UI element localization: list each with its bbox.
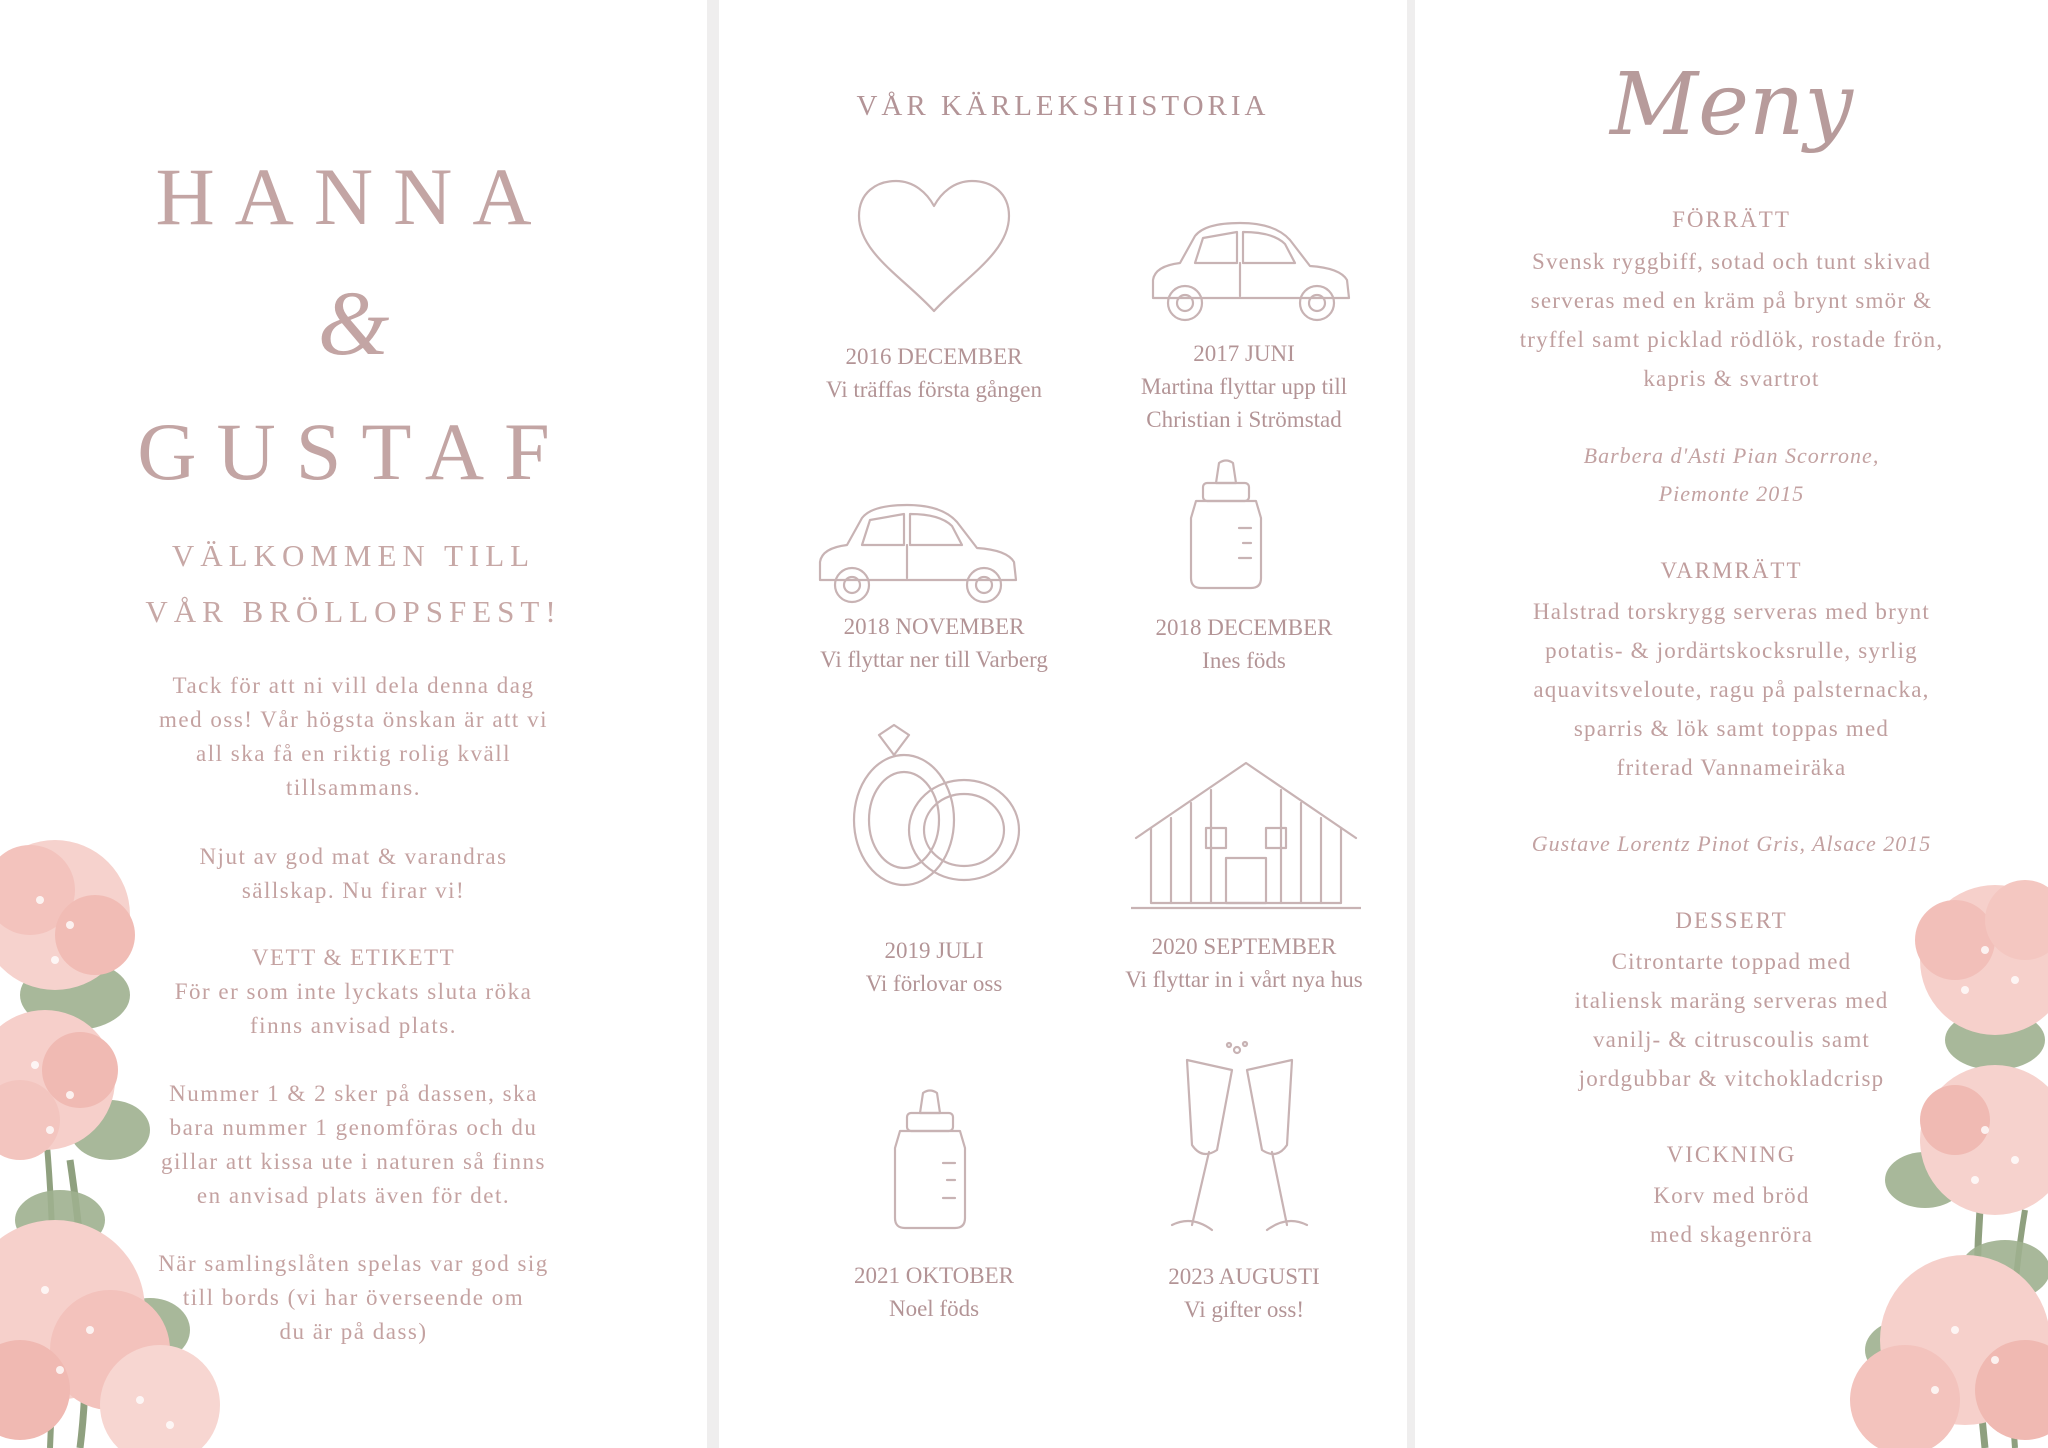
heart-icon bbox=[854, 178, 1014, 323]
timeline-event: 2020 SEPTEMBER Vi flyttar in i vårt nya hus bbox=[1125, 934, 1363, 992]
dessert-description: Citrontarte toppad med italiensk maräng serveras med vanilj- & citruscoulis samt jordgubbar & vitchokladcrisp bbox=[1574, 949, 1889, 1091]
car-icon bbox=[1145, 218, 1355, 333]
welcome-line-2: VÅR BRÖLLOPSFEST! bbox=[145, 594, 562, 629]
main-course-description: Halstrad torskrygg serveras med brynt potatis- & jordärtskocksrulle, syrlig aquavitsveloute, ragu på palsternacka, sparris & lök samt toppas med friterad Vannameiräka bbox=[1533, 599, 1930, 780]
timeline-panel bbox=[719, 0, 1407, 1448]
ampersand: & bbox=[317, 272, 390, 374]
car-icon bbox=[812, 500, 1022, 615]
timeline-event: 2017 JUNI Martina flyttar upp till Christian i Strömstad bbox=[1140, 341, 1348, 432]
bride-name: HANNA bbox=[155, 151, 552, 242]
baby-bottle-icon bbox=[885, 1088, 975, 1238]
timeline-event: 2019 JULI Vi förlovar oss bbox=[865, 938, 1003, 996]
menu-title: Meny bbox=[1610, 55, 1853, 155]
timeline-event: 2016 DECEMBER Vi träffas första gången bbox=[826, 344, 1042, 402]
welcome-line-1: VÄLKOMMEN TILL bbox=[171, 538, 536, 573]
dessert-heading: DESSERT bbox=[1675, 908, 1788, 933]
intro-paragraph: Tack för att ni vill dela denna dag med oss! Vår högsta önskan är att vi all ska få en riktig rolig kväll tillsammans. bbox=[159, 673, 548, 800]
seating-paragraph: När samlingslåten spelas var god sig till bords (vi har överseende om du är på dass) bbox=[158, 1251, 549, 1344]
rings-icon bbox=[849, 720, 1029, 895]
timeline-event: 2018 NOVEMBER Vi flyttar ner till Varberg bbox=[820, 614, 1048, 672]
main-course-heading: VARMRÄTT bbox=[1660, 558, 1803, 583]
starter-wine: Barbera d'Asti Pian Scorrone, Piemonte 2015 bbox=[1583, 443, 1880, 506]
house-icon bbox=[1131, 758, 1361, 918]
toilet-paragraph: Nummer 1 & 2 sker på dassen, ska bara nummer 1 genomföras och du gillar att kissa ute i naturen så finns en anvisad plats även för det. bbox=[161, 1081, 546, 1208]
etiquette-heading: VETT & ETIKETT bbox=[251, 945, 456, 970]
smoking-paragraph: För er som inte lyckats sluta röka finns anvisad plats. bbox=[174, 979, 533, 1038]
flower-illustration-left bbox=[0, 830, 250, 1448]
champagne-glasses-icon bbox=[1147, 1040, 1337, 1245]
groom-name: GUSTAF bbox=[137, 406, 570, 497]
baby-bottle-icon bbox=[1181, 458, 1271, 598]
starter-description: Svensk ryggbiff, sotad och tunt skivad serveras med en kräm på brynt smör & tryffel samt picklad rödlök, rostade frön, kapris & svartrot bbox=[1519, 249, 1944, 391]
late-snack-heading: VICKNING bbox=[1666, 1142, 1797, 1167]
welcome-panel bbox=[0, 0, 707, 1448]
late-snack-description: Korv med bröd med skagenröra bbox=[1649, 1183, 1814, 1247]
timeline-event: 2021 OKTOBER Noel föds bbox=[854, 1263, 1014, 1321]
enjoy-paragraph: Njut av god mat & varandras sällskap. Nu firar vi! bbox=[199, 844, 508, 903]
timeline-title: VÅR KÄRLEKSHISTORIA bbox=[856, 90, 1270, 122]
timeline-event: 2018 DECEMBER Ines föds bbox=[1155, 615, 1333, 673]
main-course-wine: Gustave Lorentz Pinot Gris, Alsace 2015 bbox=[1531, 831, 1932, 856]
starter-heading: FÖRRÄTT bbox=[1672, 207, 1791, 232]
timeline-event: 2023 AUGUSTI Vi gifter oss! bbox=[1168, 1264, 1320, 1322]
menu-panel bbox=[1415, 0, 2048, 1448]
